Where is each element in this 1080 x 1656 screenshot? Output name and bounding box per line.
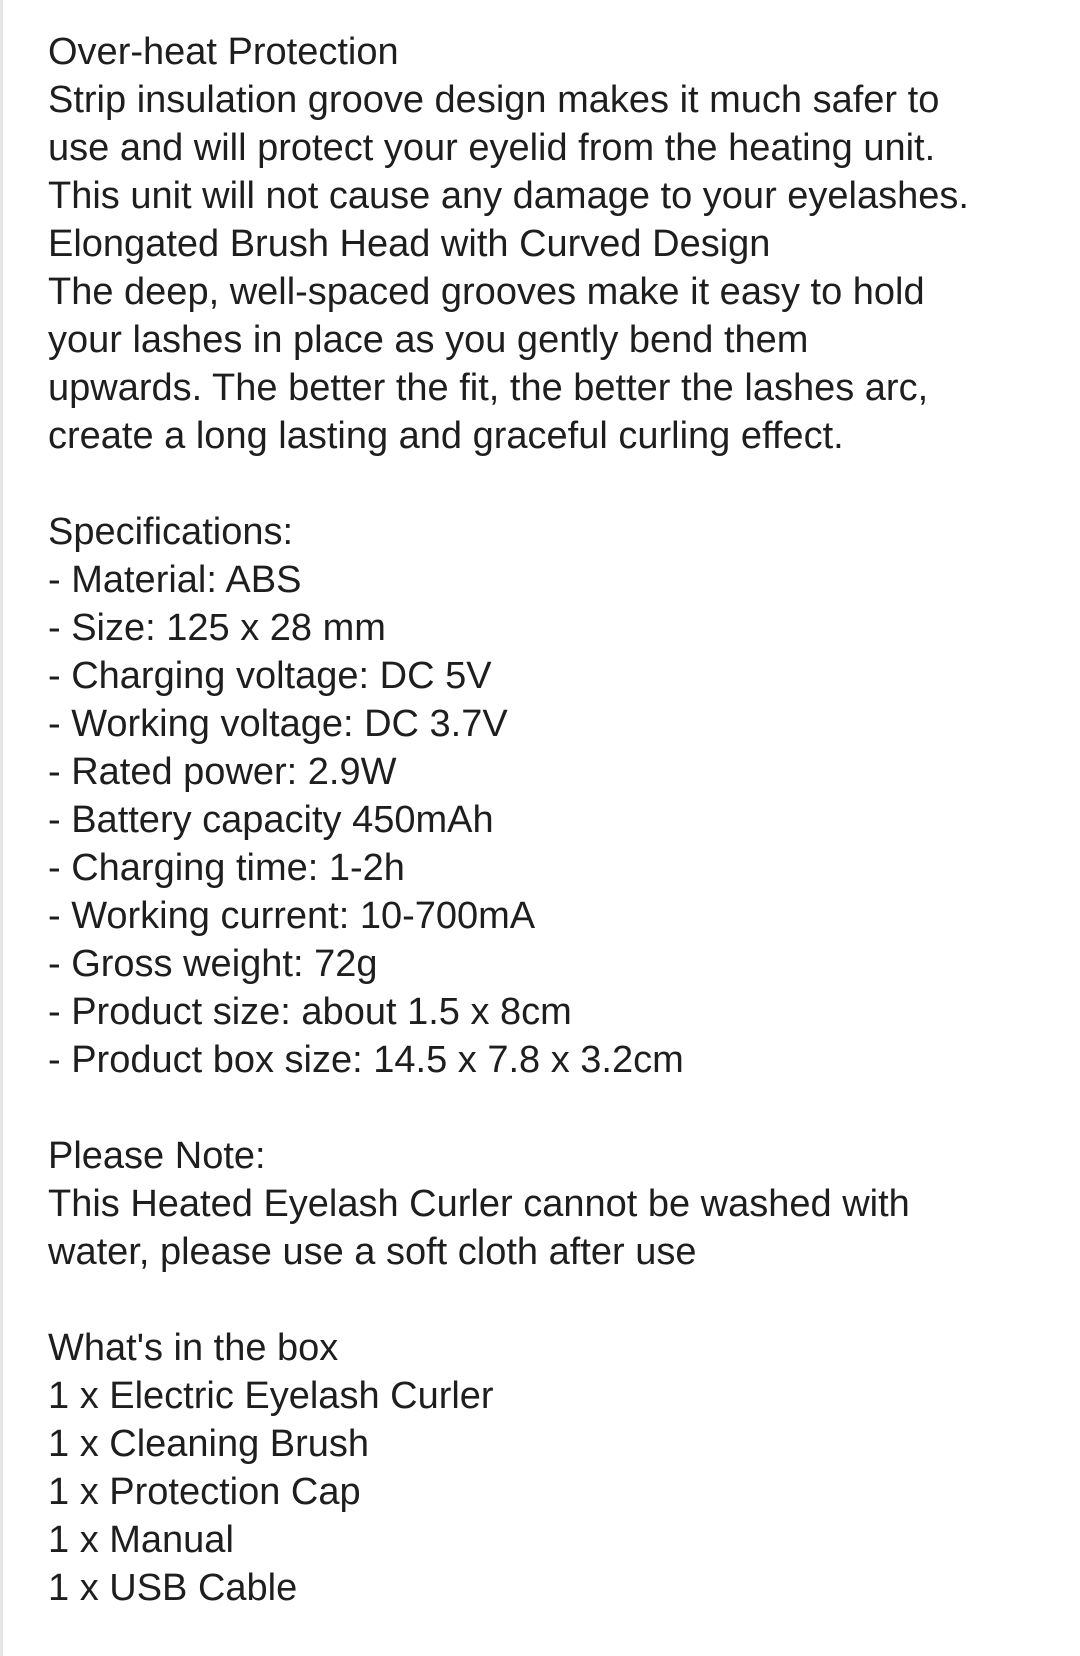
- spec-item: - Material: ABS: [48, 559, 302, 601]
- brush-line: create a long lasting and graceful curling effect.: [48, 415, 844, 457]
- spec-item: - Product box size: 14.5 x 7.8 x 3.2cm: [48, 1039, 684, 1081]
- brush-line: your lashes in place as you gently bend them: [48, 319, 809, 361]
- box-item: 1 x Protection Cap: [48, 1471, 361, 1513]
- spec-item: - Rated power: 2.9W: [48, 751, 397, 793]
- overheat-line: This unit will not cause any damage to your eyelashes.: [48, 175, 969, 217]
- brush-title: Elongated Brush Head with Curved Design: [48, 223, 771, 265]
- box-item: 1 x Cleaning Brush: [48, 1423, 370, 1465]
- overheat-line: Strip insulation groove design makes it much safer to: [48, 79, 940, 121]
- note-title: Please Note:: [48, 1135, 266, 1177]
- spec-item: - Charging time: 1-2h: [48, 847, 405, 889]
- paragraph-gap: [48, 460, 1058, 508]
- description-text: [48, 28, 1058, 1612]
- spec-item: - Product size: about 1.5 x 8cm: [48, 991, 572, 1033]
- feature-section: [48, 28, 1058, 460]
- note-section: [48, 1132, 1058, 1276]
- overheat-line: use and will protect your eyelid from the heating unit.: [48, 127, 936, 169]
- box-item: 1 x USB Cable: [48, 1567, 298, 1609]
- note-line: water, please use a soft cloth after use: [48, 1231, 697, 1273]
- box-title: What's in the box: [48, 1327, 339, 1369]
- spec-item: - Working voltage: DC 3.7V: [48, 703, 508, 745]
- brush-line: The deep, well-spaced grooves make it easy to hold: [48, 271, 925, 313]
- spec-item: - Gross weight: 72g: [48, 943, 378, 985]
- spec-item: - Size: 125 x 28 mm: [48, 607, 386, 649]
- left-edge-divider: [0, 0, 3, 1656]
- spec-item: - Working current: 10-700mA: [48, 895, 536, 937]
- specifications-title: Specifications:: [48, 511, 294, 553]
- specifications-section: [48, 508, 1058, 1084]
- paragraph-gap: [48, 1276, 1058, 1324]
- box-contents-section: [48, 1324, 1058, 1612]
- overheat-title: Over-heat Protection: [48, 31, 399, 73]
- spec-item: - Battery capacity 450mAh: [48, 799, 494, 841]
- spec-item: - Charging voltage: DC 5V: [48, 655, 492, 697]
- brush-line: upwards. The better the fit, the better the lashes arc,: [48, 367, 929, 409]
- note-line: This Heated Eyelash Curler cannot be washed with: [48, 1183, 910, 1225]
- box-item: 1 x Electric Eyelash Curler: [48, 1375, 494, 1417]
- box-item: 1 x Manual: [48, 1519, 234, 1561]
- paragraph-gap: [48, 1084, 1058, 1132]
